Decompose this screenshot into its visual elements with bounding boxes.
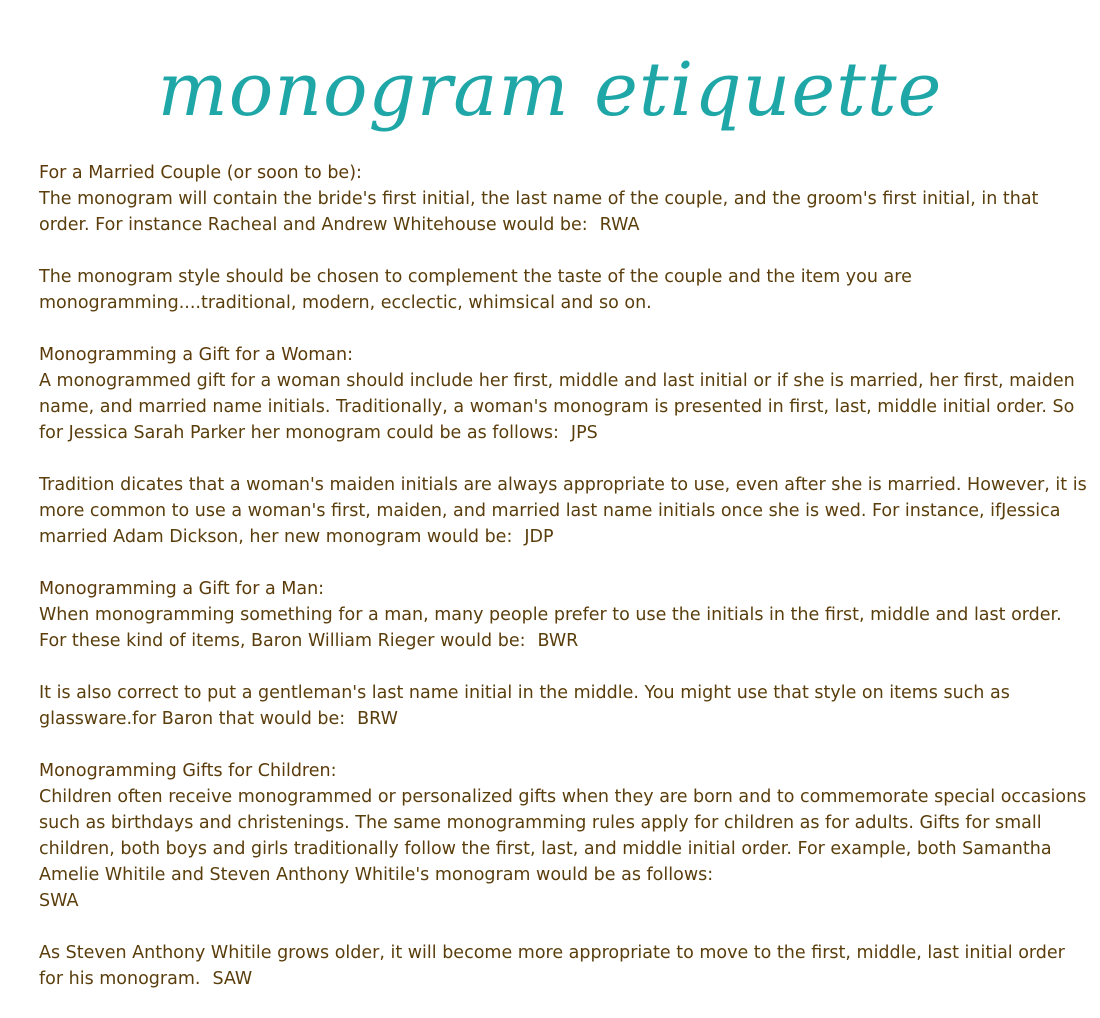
- monogram-example: SAW: [212, 969, 253, 989]
- section-heading: Monogramming a Gift for a Man:: [39, 579, 325, 599]
- monogram-example: SWA: [39, 891, 79, 911]
- section-gift-man: [39, 576, 1089, 732]
- page-title: monogram etiquette: [157, 47, 943, 133]
- paragraph-text: The monogram will contain the bride's first initial, the last name of the couple, and the groom's first initial, in that order. For instance Racheal and Andrew Whitehouse would be:: [39, 189, 1039, 235]
- paragraph: [39, 940, 1089, 992]
- section-heading: Monogramming Gifts for Children:: [39, 761, 337, 781]
- paragraph-text: It is also correct to put a gentleman's last name initial in the middle. You might use that style on items such as glassware.for Baron that would be:: [39, 683, 1010, 729]
- monogram-example: BRW: [357, 709, 398, 729]
- section-heading: For a Married Couple (or soon to be):: [39, 163, 362, 183]
- section-married-couple: [39, 160, 1089, 316]
- paragraph-text: Children often receive monogrammed or personalized gifts when they are born and to commemorate special occasions such as birthdays and christenings. The same monogramming rules apply for children as for adults. Gifts for small children, both boys and girls traditionally follow the first, last, and middle initial order. For example, both Samantha Amelie Whitile and Steven Anthony Whitile's monogram would be as follows:: [39, 787, 1087, 885]
- paragraph-text: Tradition dicates that a woman's maiden initials are always appropriate to use, even after she is married. However, it is more common to use a woman's first, maiden, and married last name initials once she is wed. For instance, ifJessica married Adam Dickson, her new monogram would be:: [39, 475, 1087, 547]
- paragraph: [39, 186, 1089, 238]
- paragraph: [39, 472, 1089, 550]
- paragraph-text: A monogrammed gift for a woman should include her first, middle and last initial or if she is married, her first, maiden name, and married name initials. Traditionally, a woman's monogram is presented in first, last, middle initial order. So for Jessica Sarah Parker her monogram could be as follows:: [39, 371, 1075, 443]
- article-body: [39, 160, 1089, 1018]
- paragraph-text: As Steven Anthony Whitile grows older, it will become more appropriate to move to the first, middle, last initial order for his monogram.: [39, 943, 1065, 989]
- monogram-example: JPS: [570, 423, 598, 443]
- paragraph: [39, 602, 1089, 654]
- paragraph-text: When monogramming something for a man, many people prefer to use the initials in the first, middle and last order. For these kind of items, Baron William Rieger would be:: [39, 605, 1062, 651]
- monogram-example: RWA: [599, 215, 640, 235]
- section-gift-woman: [39, 342, 1089, 550]
- monogram-example: BWR: [537, 631, 579, 651]
- monogram-example: JDP: [524, 527, 554, 547]
- paragraph: [39, 784, 1089, 914]
- paragraph: [39, 368, 1089, 446]
- paragraph-text: The monogram style should be chosen to complement the taste of the couple and the item you are monogramming....traditional, modern, ecclectic, whimsical and so on.: [39, 267, 912, 313]
- section-heading: Monogramming a Gift for a Woman:: [39, 345, 353, 365]
- section-gift-children: [39, 758, 1089, 992]
- paragraph: [39, 680, 1089, 732]
- paragraph: [39, 264, 1089, 316]
